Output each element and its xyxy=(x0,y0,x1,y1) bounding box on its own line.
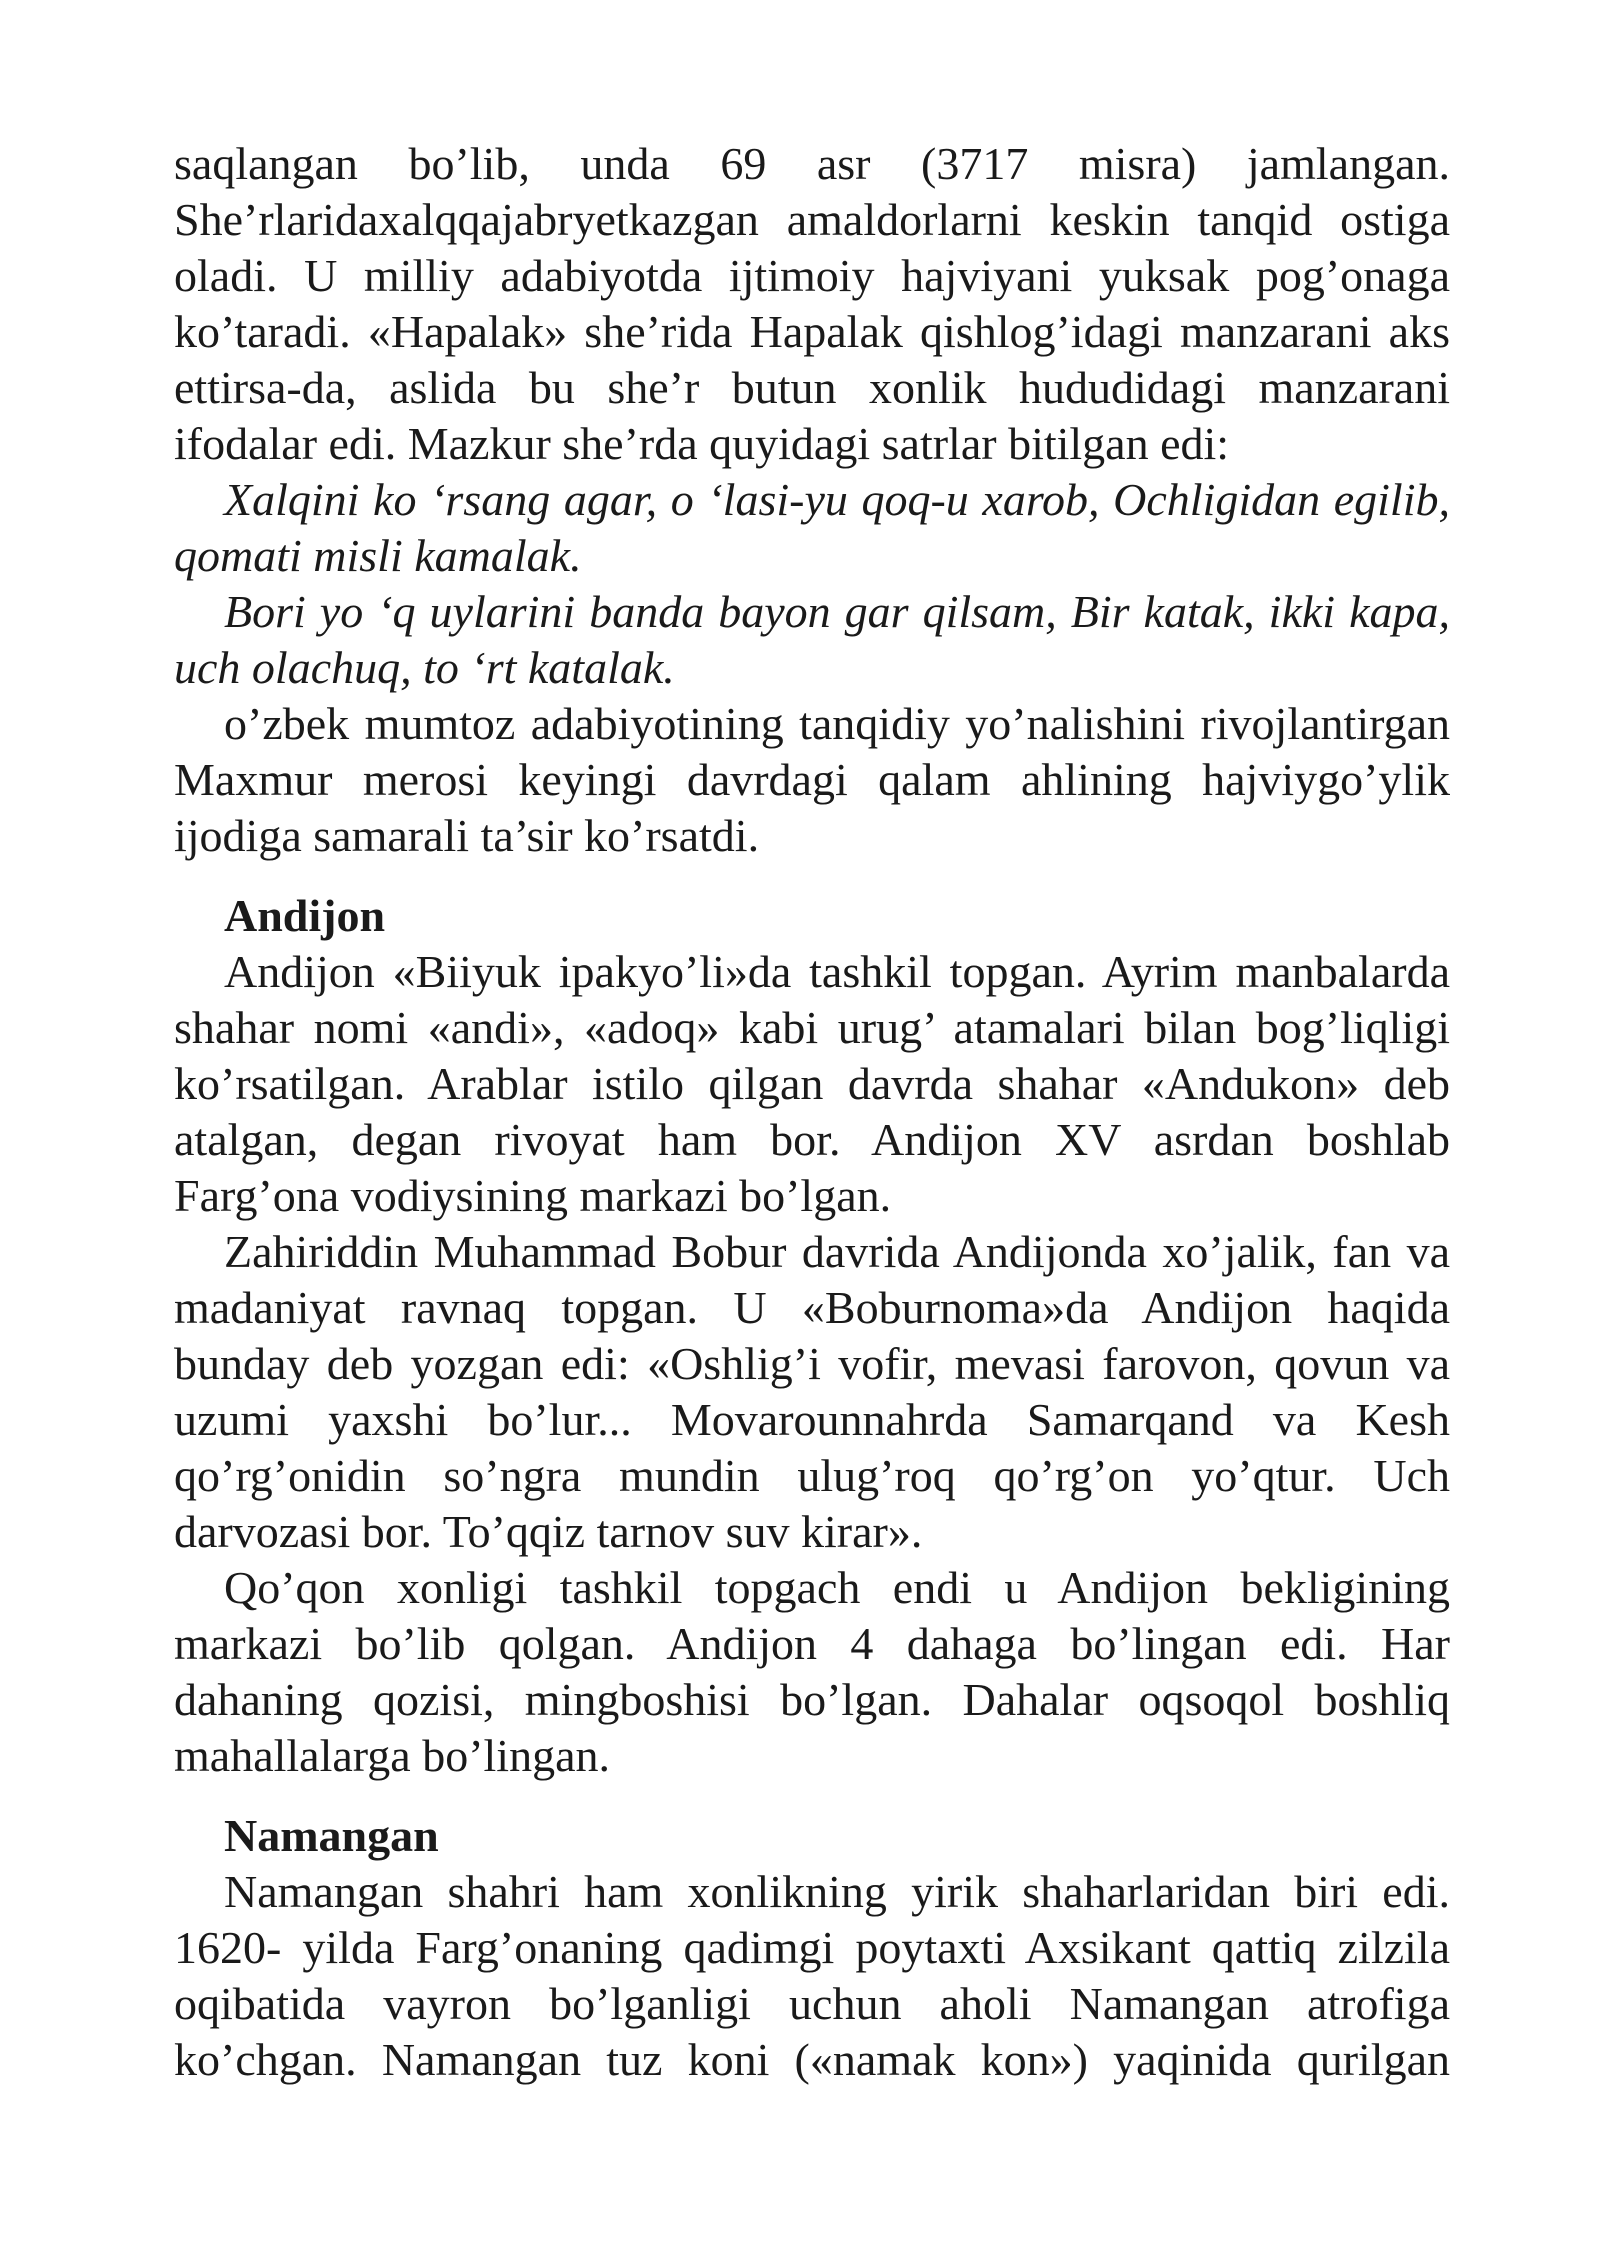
paragraph-maxmur-intro: saqlangan bo’lib, unda 69 asr (3717 misra) jamlangan. She’rlaridaxalqqajabryetkazgan amaldorlarni keskin tanqid ostiga oladi. U milliy adabiyotda ijtimoiy hajviyani yuksak pog’onaga ko’taradi. «Hapalak» she’rida Hapalak qishlog’idagi manzarani aks ettirsa-da, aslida bu she’r butun xonlik hududidagi manzarani ifodalar edi. Mazkur she’rda quyidagi satrlar bitilgan edi: xyxy=(174,138,1450,469)
paragraph-maxmur-legacy: o’zbek mumtoz adabiyotining tanqidiy yo’nalishini rivojlantirgan Maxmur merosi keyingi davrdagi qalam ahlining hajviygo’ylik ijodiga samarali ta’sir ko’rsatdi. xyxy=(174,698,1450,861)
paragraph-andijon-origin: Andijon «Biiyuk ipakyo’li»da tashkil topgan. Ayrim manbalarda shahar nomi «andi», «adoq» kabi urug’ atamalari bilan bog’liqligi ko’rsatilgan. Arablar istilo qilgan davrda shahar «Andukon» deb atalgan, degan rivoyat ham bor. Andijon XV asrdan boshlab Farg’ona vodiysining markazi bo’lgan. xyxy=(174,946,1450,1221)
poem-line-2: Bori yo ‘q uylarini banda bayon gar qilsam, Bir katak, ikki kapa, uch olachuq, to ‘rt katalak. xyxy=(174,586,1450,693)
page-body xyxy=(174,136,1450,2088)
section-heading-andijon: Andijon xyxy=(224,890,386,941)
poem-line-1: Xalqini ko ‘rsang agar, o ‘lasi-yu qoq-u xarob, Ochligidan egilib, qomati misli kamalak. xyxy=(174,474,1450,581)
paragraph-andijon-bobur: Zahiriddin Muhammad Bobur davrida Andijonda xo’jalik, fan va madaniyat ravnaq topgan. U «Boburnoma»da Andijon haqida bunday deb yozgan edi: «Oshlig’i vofir, mevasi farovon, qovun va uzumi yaxshi bo’lur... Movarounnahrda Samarqand va Kesh qo’rg’onidin so’ngra mundin ulug’roq qo’rg’on yo’qtur. Uch darvozasi bor. To’qqiz tarnov suv kirar». xyxy=(174,1226,1450,1557)
paragraph-andijon-kokand: Qo’qon xonligi tashkil topgach endi u Andijon bekligining markazi bo’lib qolgan. Andijon 4 dahaga bo’lingan edi. Har dahaning qozisi, mingboshisi bo’lgan. Dahalar oqsoqol boshliq mahallalarga bo’lingan. xyxy=(174,1562,1450,1781)
section-heading-namangan: Namangan xyxy=(224,1810,439,1861)
paragraph-namangan-origin: Namangan shahri ham xonlikning yirik shaharlaridan biri edi. 1620- yilda Farg’onaning qadimgi poytaxti Axsikant qattiq zilzila oqibatida vayron bo’lganligi uchun aholi Namangan atrofiga ko’chgan. Namangan tuz koni («namak kon») yaqinida qurilgan xyxy=(174,1866,1450,2085)
